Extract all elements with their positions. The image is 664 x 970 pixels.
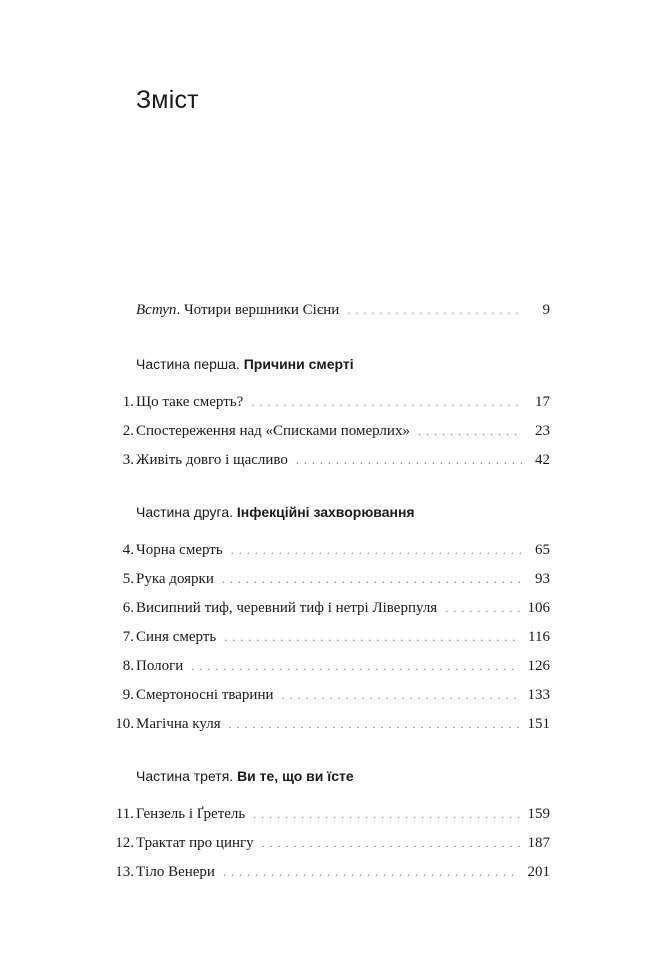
entry-title: Гензель і Ґретель [136,806,246,822]
entry-title: Чорна смерть [136,542,223,558]
part-heading-2 [136,502,415,522]
toc-entry-intro[interactable] [136,300,550,320]
part-prefix: Частина третя. [136,768,238,784]
dot-leader [347,300,522,320]
dot-leader [222,569,522,589]
toc-entry-2[interactable] [122,421,550,441]
dot-leader [253,804,519,824]
chapter-number: 6. [122,600,134,616]
dot-leader [251,392,522,412]
page-number: 159 [527,806,550,822]
chapter-number: 12. [115,835,134,851]
chapter-number: 8. [122,658,134,674]
chapter-number: 7. [122,629,134,645]
page-number: 151 [527,716,550,732]
dot-leader [191,656,519,676]
entry-title: Магічна куля [136,716,221,732]
intro-title: . Чотири вершники Сієни [176,302,340,318]
chapter-number: 10. [115,716,134,732]
toc-entry-3[interactable] [122,450,550,470]
toc-entry-10[interactable] [115,714,550,734]
chapter-number: 11. [115,806,134,822]
dot-leader [296,450,522,470]
page-number: 106 [527,600,550,616]
dot-leader [262,833,520,853]
dot-leader [229,714,520,734]
entry-title: Спостереження над «Списками померлих» [136,423,410,439]
toc-entry-7[interactable] [122,627,550,647]
part-name: Причини смерті [243,356,354,372]
part-heading-1 [136,354,354,374]
toc-entry-13[interactable] [115,862,550,882]
page-number: 9 [542,302,550,318]
page-number: 201 [527,864,550,880]
toc-entry-9[interactable] [122,685,550,705]
toc-entry-12[interactable] [115,833,550,853]
entry-title: Синя смерть [136,629,217,645]
dot-leader [418,421,522,441]
page-number: 187 [527,835,550,851]
page-number: 133 [527,687,550,703]
entry-title: Тіло Венери [136,864,215,880]
entry-title: Трактат про цингу [136,835,254,851]
page-title: Зміст [136,86,199,114]
part-heading-3 [136,766,354,786]
entry-title: Що таке смерть? [136,394,244,410]
dot-leader [224,627,520,647]
dot-leader [445,598,519,618]
entry-title: Висипний тиф, черевний тиф і нетрі Ліверпуля [136,600,438,616]
page-number: 116 [528,629,550,645]
page-number: 93 [535,571,550,587]
page-number: 23 [535,423,550,439]
chapter-number: 1. [122,394,134,410]
entry-title: Пологи [136,658,184,674]
toc-entry-11[interactable] [115,804,550,824]
entry-title: Живіть довго і щасливо [136,452,288,468]
intro-label: Вступ [136,302,177,318]
dot-leader [223,862,520,882]
page-number: 17 [535,394,550,410]
toc-entry-5[interactable] [122,569,550,589]
toc-entry-6[interactable] [122,598,550,618]
entry-title: Рука доярки [136,571,214,587]
toc-entry-8[interactable] [122,656,550,676]
dot-leader [231,540,522,560]
dot-leader [282,685,520,705]
chapter-number: 13. [115,864,134,880]
page-number: 65 [535,542,550,558]
chapter-number: 9. [122,687,134,703]
chapter-number: 5. [122,571,134,587]
toc-entry-1[interactable] [122,392,550,412]
chapter-number: 4. [122,542,134,558]
part-name: Інфекційні захворювання [236,504,415,520]
entry-title: Смертоносні тварини [136,687,274,703]
toc-entry-4[interactable] [122,540,550,560]
chapter-number: 2. [122,423,134,439]
part-name: Ви те, що ви їсте [237,768,354,784]
part-prefix: Частина перша. [136,356,244,372]
part-prefix: Частина друга. [136,504,237,520]
entry-title [136,300,339,320]
chapter-number: 3. [122,452,134,468]
page-number: 42 [535,452,550,468]
page-number: 126 [527,658,550,674]
